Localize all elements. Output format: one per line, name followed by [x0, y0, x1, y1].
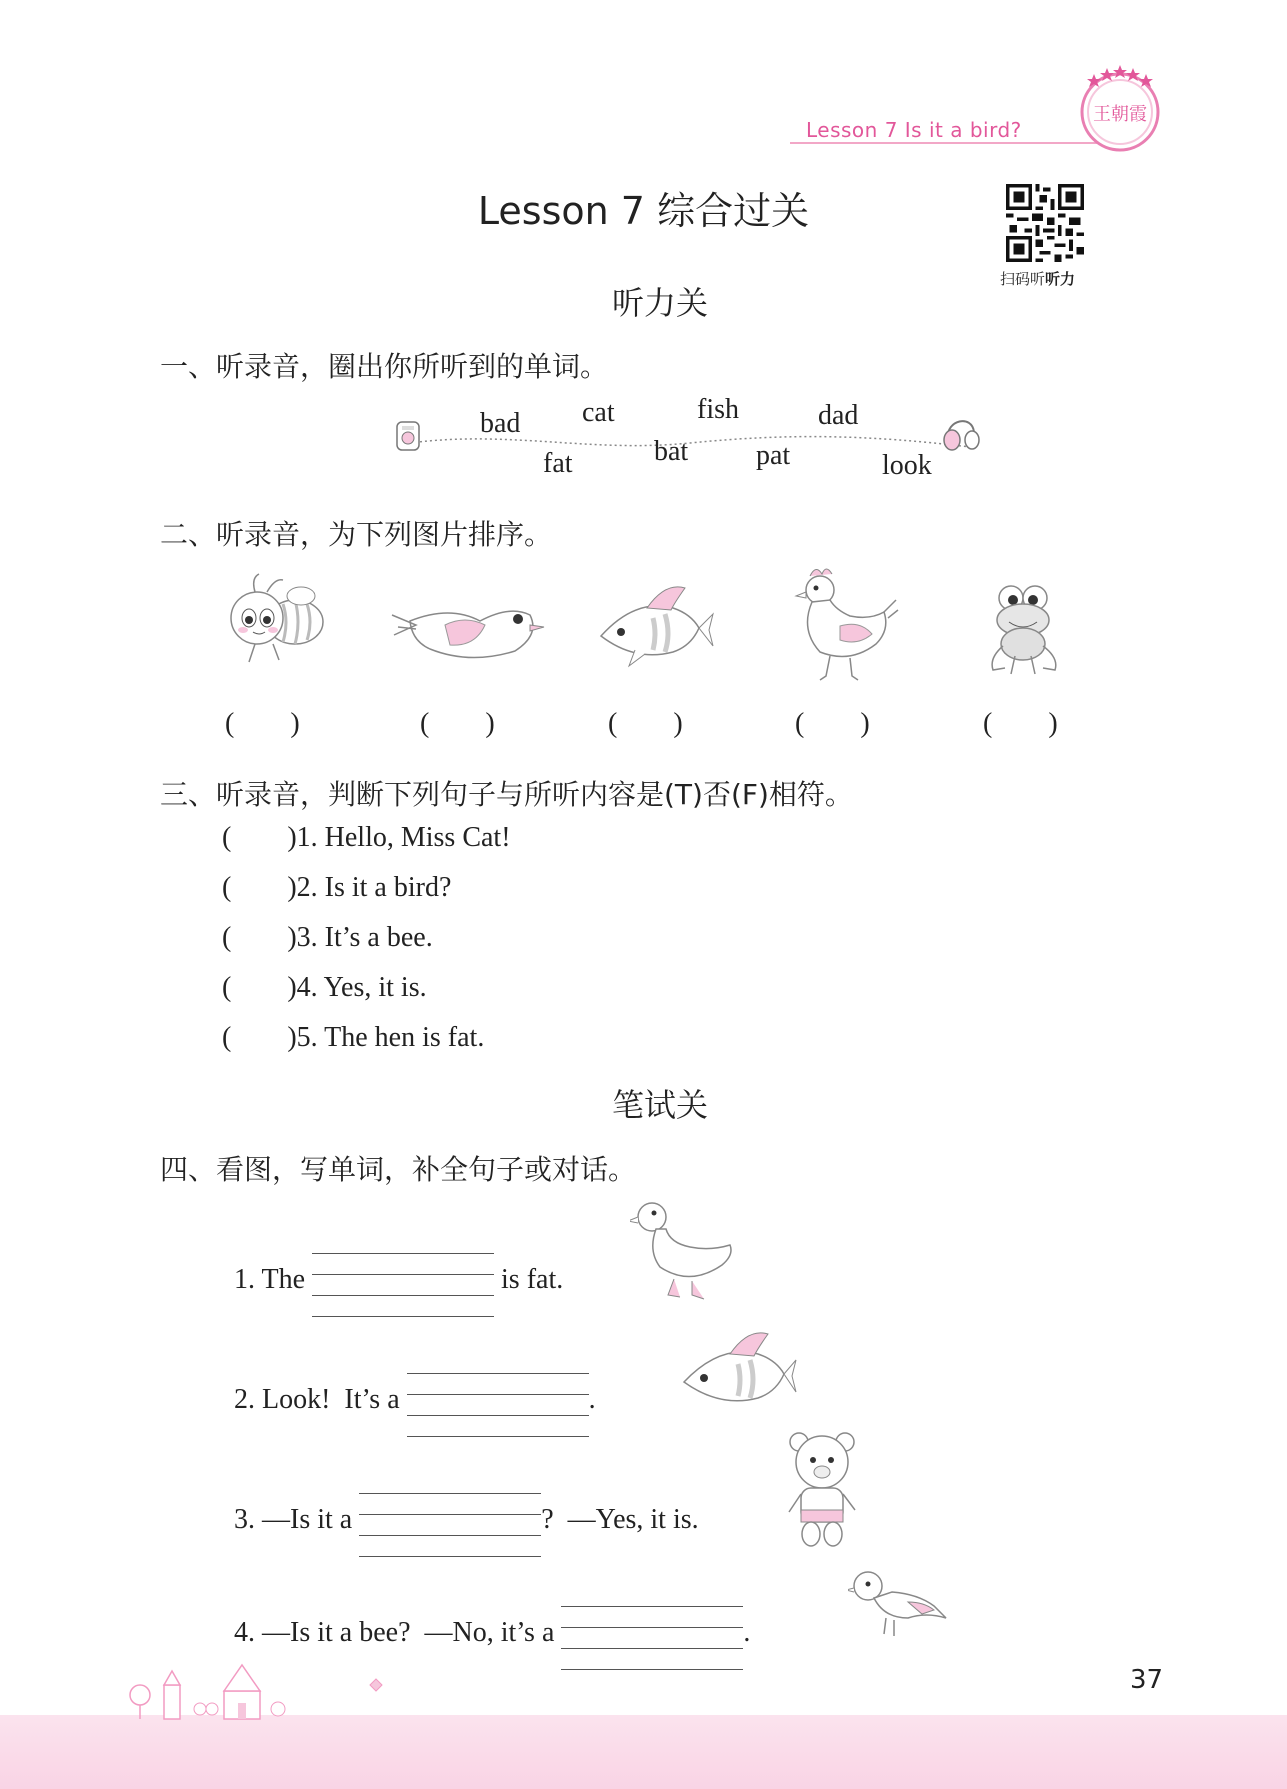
order-blank-1[interactable]: ( )	[225, 708, 300, 739]
header-rule	[790, 142, 1120, 144]
word-look[interactable]: look	[882, 450, 932, 481]
order-blank-2[interactable]: ( )	[420, 708, 495, 739]
word-pat[interactable]: pat	[756, 440, 791, 471]
q3-heading: 三、听录音，判断下列句子与所听内容是(T)否(F)相符。	[160, 778, 853, 811]
tf-sentence: 1. Hello, Miss Cat!	[296, 822, 511, 853]
q1-heading: 一、听录音，圈出你所听到的单词。	[160, 350, 609, 383]
tf-item-3	[222, 922, 433, 954]
writing-lines[interactable]	[312, 1287, 494, 1288]
word-fish[interactable]: fish	[697, 394, 739, 425]
qr-caption: 扫码听听力	[1000, 270, 1076, 288]
tf-item-4	[222, 972, 427, 1004]
tf-sentence: 5. The hen is fat.	[296, 1022, 485, 1053]
page-number: 37	[1130, 1665, 1164, 1695]
tf-blank[interactable]: ( )	[222, 872, 297, 903]
section-listening: 听力关	[611, 284, 708, 322]
word-dad[interactable]: dad	[818, 400, 859, 431]
fill-item-2: 2. Look! It’s a .	[220, 1352, 596, 1416]
bird-picture-2	[848, 1562, 948, 1640]
tf-sentence: 4. Yes, it is.	[296, 972, 427, 1003]
word-fat[interactable]: fat	[543, 448, 573, 479]
tf-item-2	[222, 872, 451, 904]
bee-picture	[215, 570, 330, 675]
qr-code-icon[interactable]	[1006, 184, 1084, 262]
word-bad[interactable]: bad	[480, 408, 521, 439]
tf-blank[interactable]: ( )	[222, 1022, 297, 1053]
footer-band	[0, 1715, 1287, 1789]
writing-lines[interactable]	[359, 1527, 541, 1528]
recorder-icon	[394, 420, 424, 454]
bird-picture	[390, 585, 545, 670]
castle-decoration	[120, 1645, 440, 1720]
tf-item-1	[222, 822, 511, 854]
fish-picture	[595, 578, 715, 670]
lesson-ref: Lesson 7 Is it a bird?	[806, 118, 1022, 142]
order-blank-5[interactable]: ( )	[983, 708, 1058, 739]
tf-blank[interactable]: ( )	[222, 822, 297, 853]
page-title: Lesson 7 综合过关	[477, 189, 810, 233]
duck-picture	[630, 1195, 735, 1305]
brand-badge-logo	[1072, 60, 1168, 156]
frog-picture	[985, 580, 1075, 680]
order-blank-3[interactable]: ( )	[608, 708, 683, 739]
hen-picture	[780, 560, 900, 685]
fill-item-1: 1. The is fat.	[220, 1232, 563, 1296]
order-blank-4[interactable]: ( )	[795, 708, 870, 739]
word-bat[interactable]: bat	[654, 436, 689, 467]
tf-blank[interactable]: ( )	[222, 922, 297, 953]
writing-lines[interactable]	[561, 1640, 743, 1641]
section-writing: 笔试关	[611, 1086, 708, 1124]
svg-text:王朝霞: 王朝霞	[1093, 104, 1147, 125]
writing-lines[interactable]	[407, 1407, 589, 1408]
tf-sentence: 2. Is it a bird?	[296, 872, 452, 903]
tf-blank[interactable]: ( )	[222, 972, 297, 1003]
q4-heading: 四、看图，写单词，补全句子或对话。	[160, 1153, 637, 1186]
fill-item-3: 3. —Is it a ? —Yes, it is.	[220, 1472, 699, 1536]
q2-heading: 二、听录音，为下列图片排序。	[160, 518, 553, 551]
fill-item-4: 4. —Is it a bee? —No, it’s a .	[220, 1585, 750, 1649]
headphones-icon	[940, 410, 984, 456]
word-cat[interactable]: cat	[582, 397, 615, 428]
fish-picture-2	[680, 1322, 798, 1414]
tf-sentence: 3. It’s a bee.	[296, 922, 433, 953]
bear-picture	[785, 1430, 860, 1550]
tf-item-5	[222, 1022, 484, 1054]
